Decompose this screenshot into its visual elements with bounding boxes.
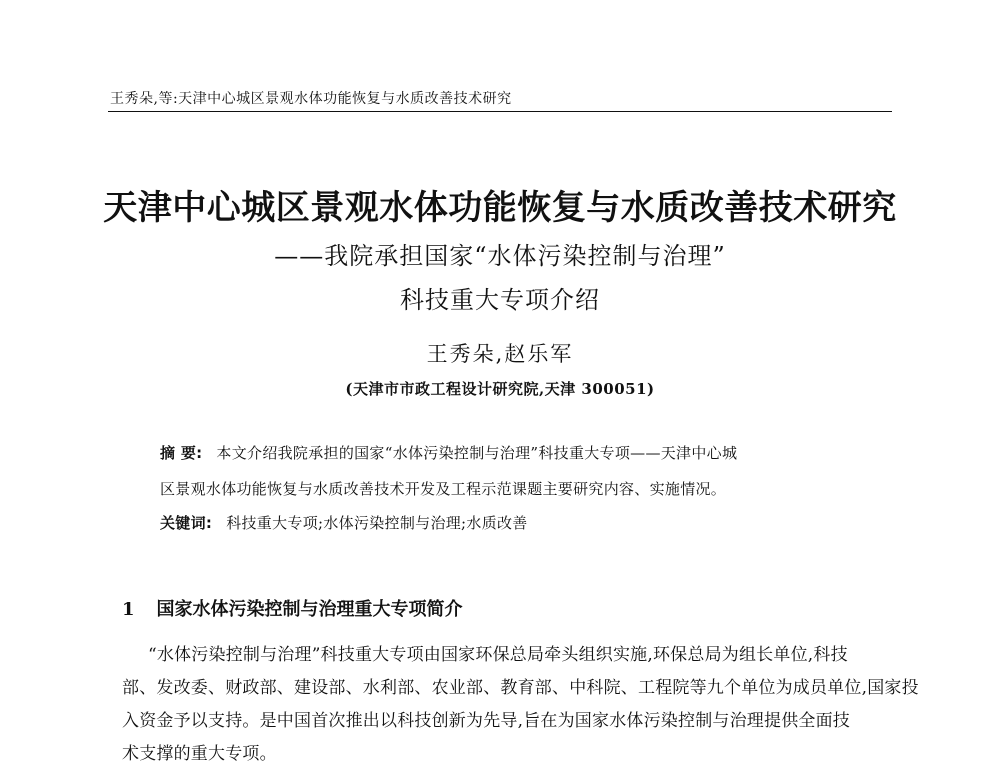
abstract-line-2: 区景观水体功能恢复与水质改善技术开发及工程示范课题主要研究内容、实施情况。	[160, 480, 727, 498]
subtitle-line-2: 科技重大专项介绍	[400, 286, 600, 314]
abstract-line-1	[160, 442, 737, 463]
body-line-4: 术支撑的重大专项。	[122, 744, 277, 764]
body-line-1: “水体污染控制与治理”科技重大专项由国家环保总局牵头组织实施,环保总局为组长单位,科技	[148, 645, 848, 665]
running-header: 王秀朵,等:天津中心城区景观水体功能恢复与水质改善技术研究	[110, 91, 512, 107]
keywords-label: 关键词:	[160, 514, 213, 532]
abstract-label: 摘 要:	[160, 444, 203, 462]
section-title: 国家水体污染控制与治理重大专项简介	[156, 599, 463, 620]
subtitle-line-1: ——我院承担国家“水体污染控制与治理”	[274, 242, 726, 270]
paper-title: 天津中心城区景观水体功能恢复与水质改善技术研究	[103, 188, 897, 228]
authors: 王秀朵,赵乐军	[426, 342, 574, 366]
keywords-line	[160, 512, 528, 533]
affiliation: (天津市市政工程设计研究院,天津 300051)	[345, 380, 655, 398]
keywords-text: 科技重大专项;水体污染控制与治理;水质改善	[226, 514, 528, 532]
body-line-2: 部、发改委、财政部、建设部、水利部、农业部、教育部、中科院、工程院等九个单位为成员单位,国家投	[122, 678, 919, 698]
abstract-text-1: 本文介绍我院承担的国家“水体污染控制与治理”科技重大专项——天津中心城	[216, 444, 738, 462]
body-line-3: 入资金予以支持。是中国首次推出以科技创新为先导,旨在为国家水体污染控制与治理提供全面技	[122, 711, 851, 731]
header-rule	[108, 111, 892, 112]
section-number: 1	[122, 599, 135, 620]
section-heading	[122, 595, 463, 621]
